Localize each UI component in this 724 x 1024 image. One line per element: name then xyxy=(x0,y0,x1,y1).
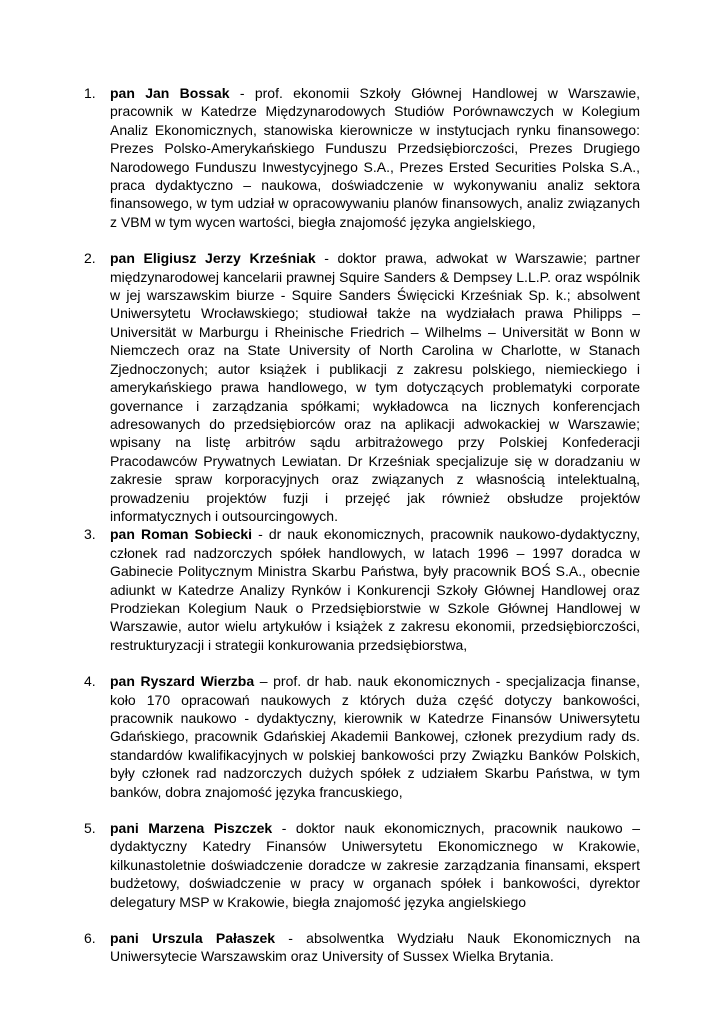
person-name: pan Eligiusz Jerzy Krześniak xyxy=(110,250,316,267)
list-item xyxy=(84,929,640,966)
list-item xyxy=(84,819,640,911)
person-description: - doktor prawa, adwokat w Warszawie; partner międzynarodowej kancelarii prawnej Squire Sanders & Dempsey L.L.P. oraz wspólnik w jej warszawskim biurze - Squire Sanders Święcicki Krześniak Sp. k.; absolwent Uniwersytetu Wrocławskiego; studiował także na wydziałach prawa Philipps – Universität w Marburgu i Rheinische Friedrich – Wilhelms – Universität w Bonn w Niemczech oraz na State University of North Carolina w Charlotte, w Stanach Zjednoczonych; autor książek i publikacji z zakresu polskiego, niemieckiego i amerykańskiego prawa handlowego, w tym dotyczących problematyki corporate governance i zarządzania spółkami; wykładowca na licznych konferencjach adresowanych do przedsiębiorców oraz na aplikacji adwokackiej w Warszawie; wpisany na listę arbitrów sądu arbitrażowego przy Polskiej Konfederacji Pracodawców Prywatnych Lewiatan. Dr Krześniak specjalizuje się w doradzaniu w zakresie spraw korporacyjnych oraz związanych z własnością intelektualną, prowadzeniu projektów fuzji i przejęć jak również obsłudze projektów informatycznych i outsourcingowych. xyxy=(110,250,640,524)
person-description: - absolwentka Wydziału Nauk Ekonomicznych na Uniwersytecie Warszawskim oraz University of Sussex Wielka Brytania. xyxy=(110,930,640,965)
list-item xyxy=(84,525,640,654)
person-name: pani Urszula Pałaszek xyxy=(110,930,276,947)
candidate-list xyxy=(84,84,640,966)
item-number: 4. xyxy=(84,673,96,690)
person-name: pan Ryszard Wierzba xyxy=(110,673,255,690)
item-number: 1. xyxy=(84,85,96,101)
person-name: pan Jan Bossak xyxy=(110,85,230,101)
person-name: pani Marzena Piszczek xyxy=(110,820,273,837)
person-description: - dr nauk ekonomicznych, pracownik naukowo-dydaktyczny, członek rad nadzorczych spółek handlowych, w latach 1996 – 1997 doradca w Gabinecie Politycznym Ministra Skarbu Państwa, były pracownik BOŚ S.A., obecnie adiunkt w Katedrze Analizy Rynków i Konkurencji Szkoły Głównej Handlowej oraz Prodziekan Kolegium Nauk o Przedsiębiorstwie w Szkole Głównej Handlowej w Warszawie, autor wielu artykułów i książek z zakresu ekonomii, przedsiębiorczości, restrukturyzacji i strategii konkurowania przedsiębiorstwa, xyxy=(110,526,640,653)
person-name: pan Roman Sobiecki xyxy=(110,526,253,543)
person-description: - doktor nauk ekonomicznych, pracownik naukowo – dydaktyczny Katedry Finansów Uniwersytetu Ekonomicznego w Krakowie, kilkunastoletnie doświadczenie doradcze w zakresie zarządzania finansami, ekspert budżetowy, doświadczenie w pracy w organach spółek i bankowości, dyrektor delegatury MSP w Krakowie, biegła znajomość języka angielskiego xyxy=(110,820,640,910)
item-number: 3. xyxy=(84,526,96,543)
person-description: – prof. dr hab. nauk ekonomicznych - specjalizacja finanse, koło 170 opracowań naukowych z których duża część dotyczy bankowości, pracownik naukowo - dydaktyczny, kierownik w Katedrze Finansów Uniwersytetu Gdańskiego, pracownik Gdańskiej Akademii Bankowej, członek prezydium rady ds. standardów kwalifikacyjnych w polskiej bankowości przy Związku Banków Polskich, były członek rad nadzorczych dużych spółek z udziałem Skarbu Państwa, w tym banków, dobra znajomość języka francuskiego, xyxy=(110,673,640,800)
item-number: 5. xyxy=(84,820,96,837)
list-item xyxy=(84,84,640,231)
item-number: 2. xyxy=(84,250,96,267)
list-item xyxy=(84,249,640,525)
person-description: - prof. ekonomii Szkoły Głównej Handlowej w Warszawie, pracownik w Katedrze Międzynarodowych Studiów Porównawczych w Kolegium Analiz Ekonomicznych, stanowiska kierownicze w instytucjach rynku finansowego: Prezes Polsko-Amerykańskiego Funduszu Przedsiębiorczości, Prezes Drugiego Narodowego Funduszu Inwestycyjnego S.A., Prezes Ersted Securities Polska S.A., praca dydaktyczno – naukowa, doświadczenie w wykonywaniu analiz sektora finansowego, w tym udział w opracowywaniu planów finansowych, analiz związanych z VBM w tym wycen wartości, biegła znajomość języka angielskiego, xyxy=(110,85,640,230)
item-number: 6. xyxy=(84,930,96,947)
list-item xyxy=(84,672,640,801)
